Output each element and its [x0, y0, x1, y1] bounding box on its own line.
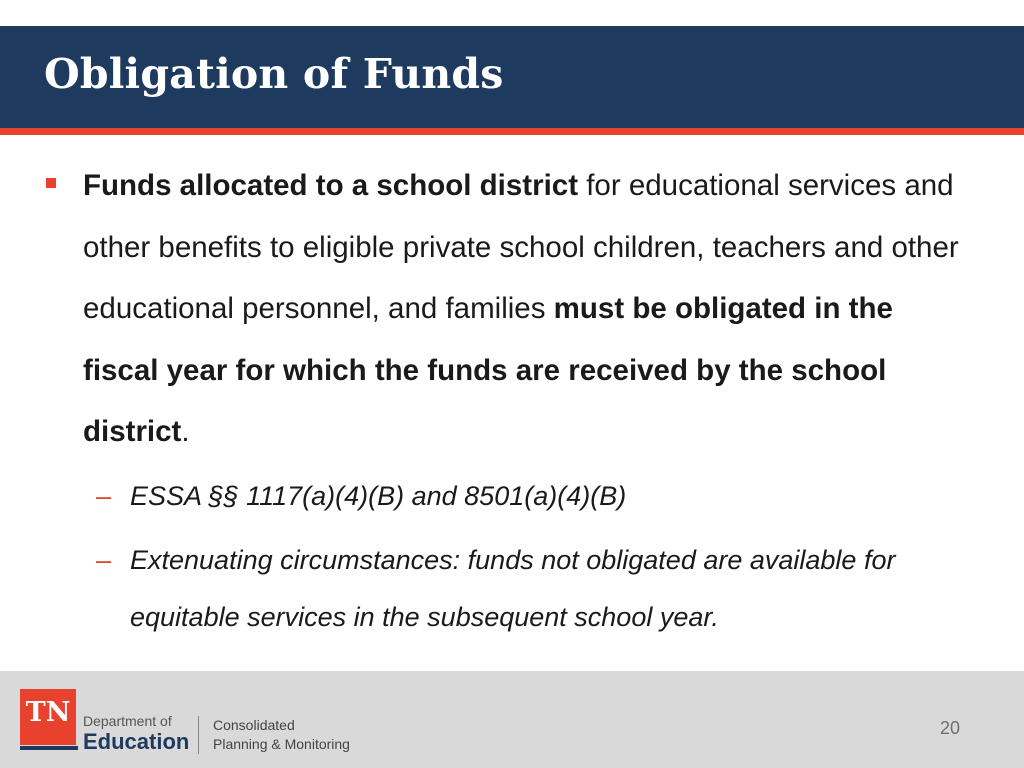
office-line-2: Planning & Monitoring	[213, 736, 350, 752]
bullet-bold-2: must be obligated in the fiscal year for which the funds are received by the school district	[83, 292, 893, 448]
page-number: 20	[939, 718, 961, 738]
education-label: Education	[83, 729, 190, 754]
bullet-square-icon	[46, 178, 56, 188]
office-line-1: Consolidated	[213, 717, 295, 733]
sub-bullet-dash: –	[96, 481, 112, 511]
department-label: Department of	[83, 713, 172, 729]
main-bullet-text	[83, 155, 963, 463]
slide-title: Obligation of Funds	[44, 50, 504, 98]
tn-logo	[20, 689, 76, 745]
header-accent-line	[0, 128, 1024, 135]
sub-bullet-essa: ESSA §§ 1117(a)(4)(B) and 8501(a)(4)(B)	[130, 481, 627, 511]
bullet-text-1: for educational services and other benefits to eligible private school children, teachers and other educational personnel, and families	[83, 169, 959, 325]
tn-logo-text: TN	[25, 697, 71, 728]
footer-divider	[198, 716, 199, 754]
bullet-text-2: .	[181, 415, 190, 448]
sub-bullet-extenuating: Extenuating circumstances: funds not obligated are available for equitable services in the subsequent school year.	[130, 545, 896, 632]
sub-bullet-dash: –	[96, 545, 112, 575]
bullet-bold-1: Funds allocated to a school district	[83, 169, 579, 202]
tn-logo-underline	[20, 746, 78, 750]
